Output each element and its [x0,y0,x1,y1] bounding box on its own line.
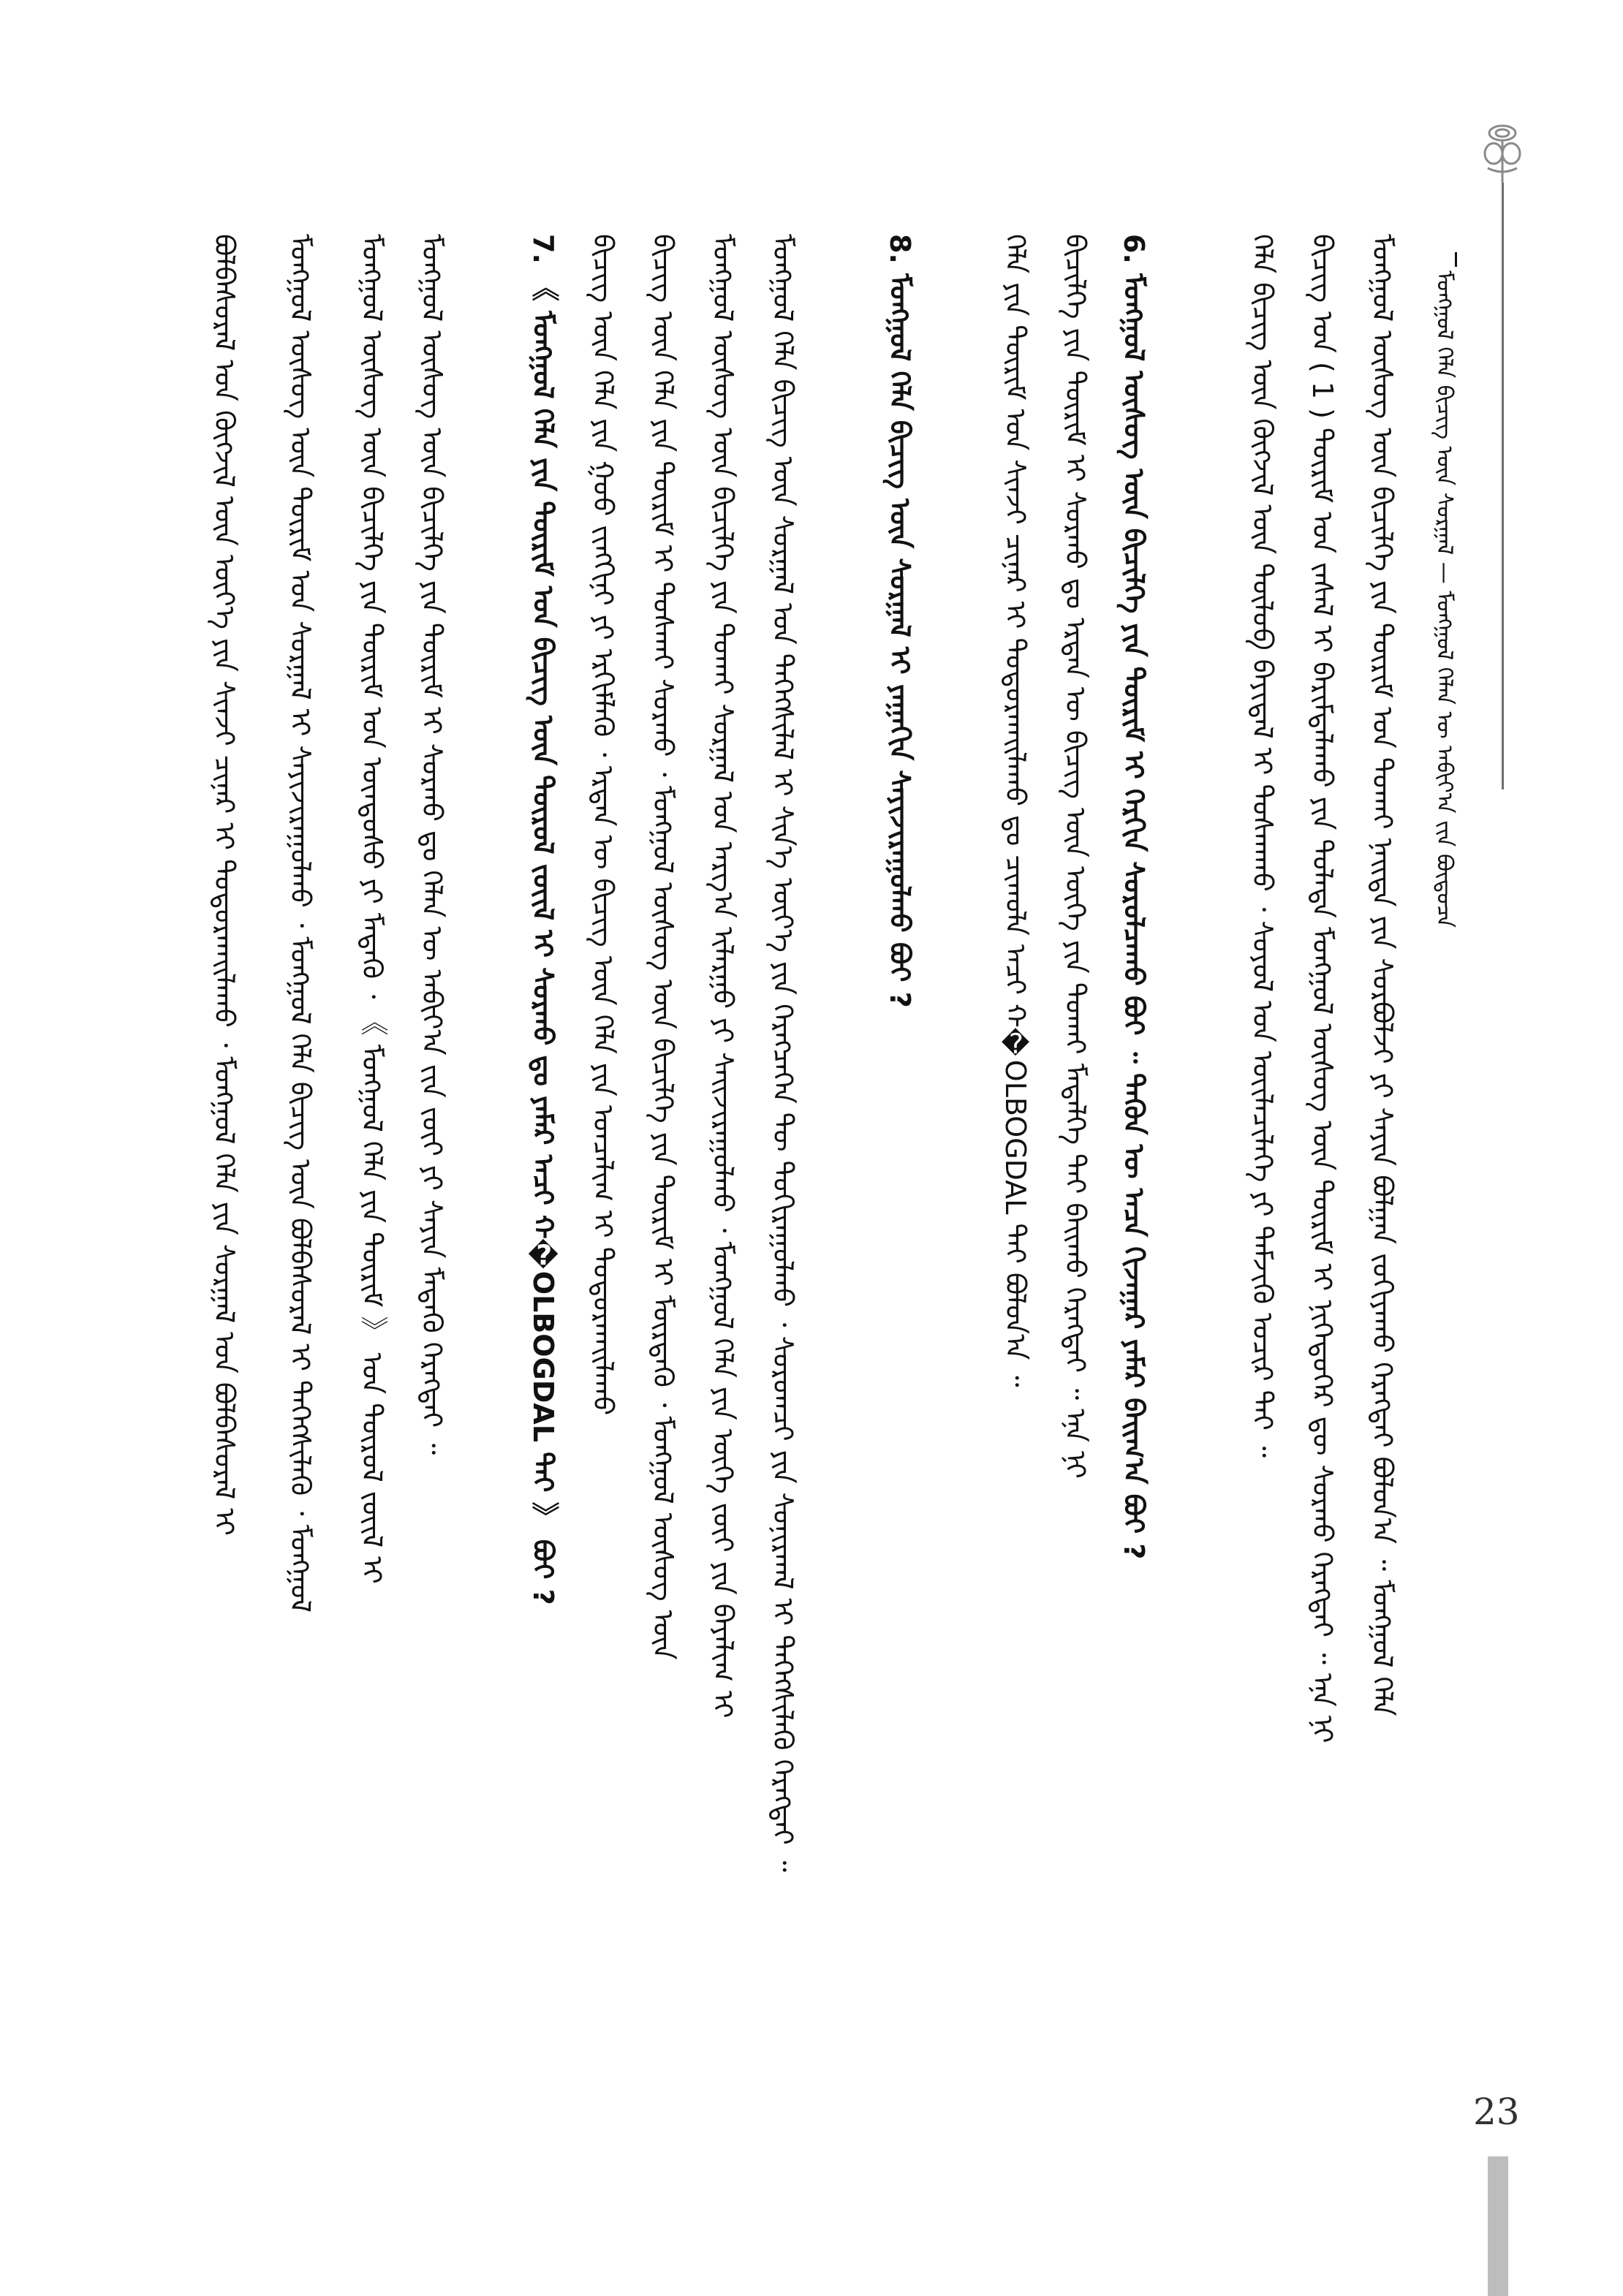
heading-column: 6. ᠮᠣᠩᠭᠣᠯ ᠦᠰᠦᠭ ᠦᠨ ᠪᠢᠴᠢᠯᠭᠡ ᠶᠢᠨ ᠳᠦᠷᠢᠮ ᠢ ᠬᠡᠷᠬᠢᠨ ᠰᠤᠷᠤᠯᠴᠠᠬᠤ ᠪᠤᠢ ᠃ ᠲᠡᠭᠦᠨ ᠦ ᠠᠴᠠ ᠬᠢᠵᠠᠭᠠᠷ ᠶᠠᠮᠠᠷ ᠪᠠᠢᠭ᠎ᠠ ᠪᠤᠢ ? [1118,234,1150,1560]
header-dash [1455,252,1457,267]
running-title: ᠮᠣᠩᠭᠣᠯ ᠬᠡᠯᠡ ᠪᠢᠴᠢᠭ ᠦᠨ ᠰᠤᠷᠭᠠᠯ — ᠮᠣᠩᠭᠣᠯ ᠬᠡᠯᠡᠨ ᠦ ᠠᠪᠢᠶ᠎ᠠ ᠵᠢᠨ ᠪᠦᠲᠦᠴᠡ [1431,270,1457,928]
text-column: ᠮᠣᠩᠭᠣᠯ ᠦᠰᠦᠭ ᠦᠨ ᠪᠢᠴᠢᠯᠭᠡ ᠶᠢᠨ ᠳᠦᠷᠢᠮ ᠢ ᠰᠤᠷᠬᠤ ᠳᠤ ᠬᠡᠯᠡᠨ ᠦ ᠠᠪᠢᠶ᠎ᠠ ᠵᠢᠨ ᠵᠦᠢ ᠶᠢ ᠰᠠᠶᠢᠨ ᠮᠡᠳᠡᠬᠦ ᠬᠡᠷᠡᠭᠲᠡᠢ ᠃ [416,234,448,1455]
text-column: ᠪᠢᠴᠢᠭ ᠦᠨ ᠬᠡᠯᠡ ᠶᠢᠨ ᠭᠣᠣ ᠵᠢᠩᠬᠢᠨᠢ ᠶᠢ ᠡᠷᠬᠢᠮᠯᠡᠬᠦ ᠂ ᠡᠷᠲᠡᠨ ᠦ ᠪᠢᠴᠢᠭ ᠦᠨ ᠬᠡᠯᠡ ᠶᠢᠨ ᠣᠨᠴᠠᠯᠢᠭ ᠢ ᠲᠣᠳᠣᠷᠬᠠᠢᠯᠠᠬᠤ [587,234,619,1416]
text-column: ᠪᠢᠴᠢᠯᠭᠡ ᠶᠢᠨ ᠳᠦᠷᠢᠮ ᠢ ᠰᠤᠷᠬᠤ ᠳᠤ ᠡᠷᠲᠡᠨ ᠦ ᠪᠢᠴᠢᠭ ᠦᠨ ᠦᠭᠡ ᠶᠢᠨ ᠲᠤᠬᠠᠢ ᠮᠡᠳᠡᠯᠭᠡ ᠲᠠᠢ ᠪᠠᠢᠬᠤ ᠬᠡᠷᠡᠭᠲᠡᠢ ᠃ ᠡᠨᠡ ᠨᠢ [1059,234,1092,1479]
text-column: ᠬᠡᠯᠡ ᠶᠢᠨ ᠳᠦᠷᠢᠮ ᠤᠨ ᠰᠢᠨᠵᠢ ᠴᠢᠨᠠᠷ ᠢ ᠲᠣᠳᠣᠷᠬᠠᠢᠯᠠᠬᠤ ᠳᠤ ᠴᠢᠬᠤᠯᠠ ᠠᠴᠢ ᠬ�OLBOGDAL ᠲᠠᠢ ᠪᠣᠯᠤᠨ᠎ᠠ ᠃ [999,234,1032,1387]
text-column: ᠮᠣᠩᠭᠣᠯ ᠦᠰᠦᠭ ᠦᠨ ᠪᠢᠴᠢᠯᠭᠡ ᠶᠢᠨ ᠳᠦᠷᠢᠮ ᠤᠨ ᠦᠨᠳᠦᠰᠦ ᠶᠢ ᠮᠡᠳᠡᠬᠦ ᠂ 《 ᠮᠣᠩᠭᠣᠯ ᠬᠡᠯᠡ ᠶᠢᠨ ᠳᠦᠷᠢᠮ 》 ᠤᠨ ᠲᠥᠷᠥᠯ ᠵᠦᠢᠯ ᠢ [356,234,388,1584]
text-column: ᠮᠣᠩᠭᠣᠯ ᠦᠰᠦᠭ ᠦᠨ ᠳᠦᠷᠢᠮ ᠤᠨ ᠰᠤᠷᠭᠠᠯ ᠢ ᠰᠠᠶᠢᠵᠢᠷᠠᠭᠤᠯᠬᠤ ᠂ ᠮᠣᠩᠭᠣᠯ ᠬᠡᠯᠡ ᠪᠢᠴᠢᠭ ᠦᠨ ᠪᠣᠯᠪᠠᠰᠤᠷᠠᠯ ᠢ ᠳᠡᠭᠡᠭᠰᠢᠯᠡᠬᠦ ᠂ ᠮᠣᠩᠭᠣᠯ [284,234,317,1613]
heading-column: 7. 《 ᠮᠣᠩᠭᠣᠯ ᠬᠡᠯᠡ ᠶᠢᠨ ᠳᠦᠷᠢᠮ ᠤᠨ ᠪᠢᠴᠢᠭ ᠦᠨ ᠲᠥᠷᠥᠯ ᠵᠦᠢᠯ ᠢ ᠰᠤᠷᠬᠤ ᠳᠤ ᠶᠠᠮᠠᠷ ᠠᠴᠢ ᠬ�OLBOGDAL ᠲᠠᠢ 》 ᠪᠤᠢ ? [527,234,559,1605]
text-column: ᠮᠣᠩᠭᠣᠯ ᠬᠡᠯᠡ ᠪᠢᠴᠢᠭ ᠦᠨ ᠰᠤᠷᠭᠠᠯ ᠤᠨ ᠳᠡᠭᠡᠭᠰᠢᠯᠡᠯ ᠢ ᠰᠢᠨ᠎ᠡ ᠦᠶ᠎ᠡ ᠶᠢᠨ ᠬᠡᠷᠡᠭᠴᠡᠭᠡᠨ ᠲᠦ ᠲᠣᠬᠢᠷᠠᠭᠤᠯᠬᠤ ᠂ ᠰᠤᠷᠤᠭᠴᠢ ᠶᠢᠨ ᠰᠣᠨᠢᠷᠬᠠᠯ ᠢ ᠳᠡᠭᠡᠭᠰᠢᠯᠡᠬᠦ ᠬᠡᠷᠡᠭᠲᠡᠢ ᠃ [767,234,799,1872]
text-column: ᠮᠣᠩᠭᠣᠯ ᠦᠰᠦᠭ ᠦᠨ ᠪᠢᠴᠢᠯᠭᠡ ᠶᠢᠨ ᠲᠤᠬᠠᠢ ᠰᠤᠷᠭᠠᠯ ᠤᠨ ᠠᠷᠭ᠎ᠠ ᠢᠯᠠᠷᠭᠤ ᠶᠢ ᠰᠠᠢᠵᠢᠷᠠᠭᠤᠯᠬᠤ ᠂ ᠮᠣᠩᠭᠣᠯ ᠬᠡᠯᠡ ᠶᠢᠨ ᠦᠭᠡ ᠵᠦᠢ ᠶᠢᠨ ᠪᠠᠶᠠᠯᠢᠭ ᠢ [707,234,739,1719]
text-column: ᠬᠡᠯᠡ ᠪᠢᠴᠢᠭ ᠦᠨ ᠬᠥᠭᠵᠢᠯ ᠦᠨ ᠲᠥᠯᠦᠪ ᠪᠠᠶᠢᠳᠠᠯ ᠢ ᠲᠤᠰᠬᠠᠬᠤ ᠂ ᠰᠣᠶᠣᠯ ᠤᠨ ᠦᠢᠯᠡᠴᠢᠯᠡᠭᠡ ᠶᠢ ᠳᠡᠮᠵᠢᠬᠦ ᠤᠴᠢᠷ ᠲᠠᠢ ᠃ [1246,234,1279,1458]
text-column: ᠮᠣᠩᠭᠣᠯ ᠦᠰᠦᠭ ᠦᠨ ᠪᠢᠴᠢᠯᠭᠡ ᠶᠢᠨ ᠳᠦᠷᠢᠮ ᠤᠨ ᠲᠤᠬᠠᠢ ᠨᠡᠢᠲᠡ ᠶᠢᠨ ᠰᠤᠷᠪᠤᠯᠵᠢ ᠶᠢ ᠰᠠᠶᠢᠨ ᠪᠣᠯᠭᠠᠨ ᠵᠣᠬᠢᠶᠠᠬᠤ ᠬᠡᠷᠡᠭᠲᠡᠢ ᠪᠣᠯᠤᠨ᠎ᠠ ᠃ ᠮᠣᠩᠭᠣᠯ ᠬᠡᠯᠡ [1366,234,1399,1716]
header-vertical-line [1502,183,1504,789]
header-rule [1451,117,1554,775]
text-column: ᠪᠣᠯᠪᠠᠰᠤᠷᠠᠯ ᠤᠨ ᠬᠥᠭᠵᠢᠯ ᠦᠨ ᠦᠶ᠎ᠡ ᠶᠢᠨ ᠰᠢᠨᠵᠢ ᠴᠢᠨᠠᠷ ᠢ ᠲᠣᠳᠣᠷᠬᠠᠢᠯᠠᠬᠤ ᠂ ᠮᠣᠩᠭᠣᠯ ᠬᠡᠯᠡ ᠶᠢᠨ ᠰᠤᠷᠭᠠᠯ ᠤᠨ ᠪᠣᠯᠪᠠᠰᠤᠷᠠᠯ ᠢ [208,234,241,1536]
header-ornament-icon [1473,117,1532,183]
text-column: ᠪᠢᠴᠢᠭ ᠤᠨ ( 1 ) ᠳᠦᠷᠢᠮ ᠤᠨ ᠵᠠᠰᠠᠯ ᠢ ᠪᠠᠷᠢᠮᠲᠠᠯᠠᠬᠤ ᠶᠢᠨ ᠲᠤᠯᠠᠳᠠ ᠮᠣᠩᠭᠣᠯ ᠦᠰᠦᠭ ᠦᠨ ᠳᠦᠷᠢᠮ ᠢ ᠨᠢᠭᠡᠳᠦᠭᠡᠷ ᠳᠦ ᠰᠤᠷᠬᠤ ᠬᠡᠷᠡᠭᠲᠡᠢ ᠃ ᠡᠨᠡ ᠨᠢ [1306,234,1339,1743]
page-edge-tab [1488,2156,1508,2296]
page-number: 23 [1473,2091,1520,2133]
heading-column: 8. ᠮᠣᠩᠭᠣᠯ ᠬᠡᠯᠡ ᠪᠢᠴᠢᠭ ᠦᠨ ᠰᠤᠷᠭᠠᠯ ᠢ ᠶᠠᠭᠠᠬᠢᠨ ᠰᠠᠶᠢᠵᠢᠷᠠᠭᠤᠯᠬᠤ ᠪᠤᠢ ? [884,234,916,1008]
text-column: ᠪᠢᠴᠢᠭ ᠦᠨ ᠬᠡᠯᠡ ᠶᠢᠨ ᠳᠦᠷᠢᠮ ᠢ ᠲᠤᠰᠬᠠᠢ ᠰᠤᠷᠬᠤ ᠂ ᠮᠣᠩᠭᠣᠯ ᠦᠰᠦᠭ ᠦᠨ ᠪᠢᠴᠢᠯᠭᠡ ᠶᠢᠨ ᠳᠦᠷᠢᠮ ᠢ ᠮᠥᠷᠳᠡᠬᠦ ᠂ ᠮᠣᠩᠭᠣᠯ ᠦᠰᠦᠭ ᠦᠨ [647,234,679,1660]
